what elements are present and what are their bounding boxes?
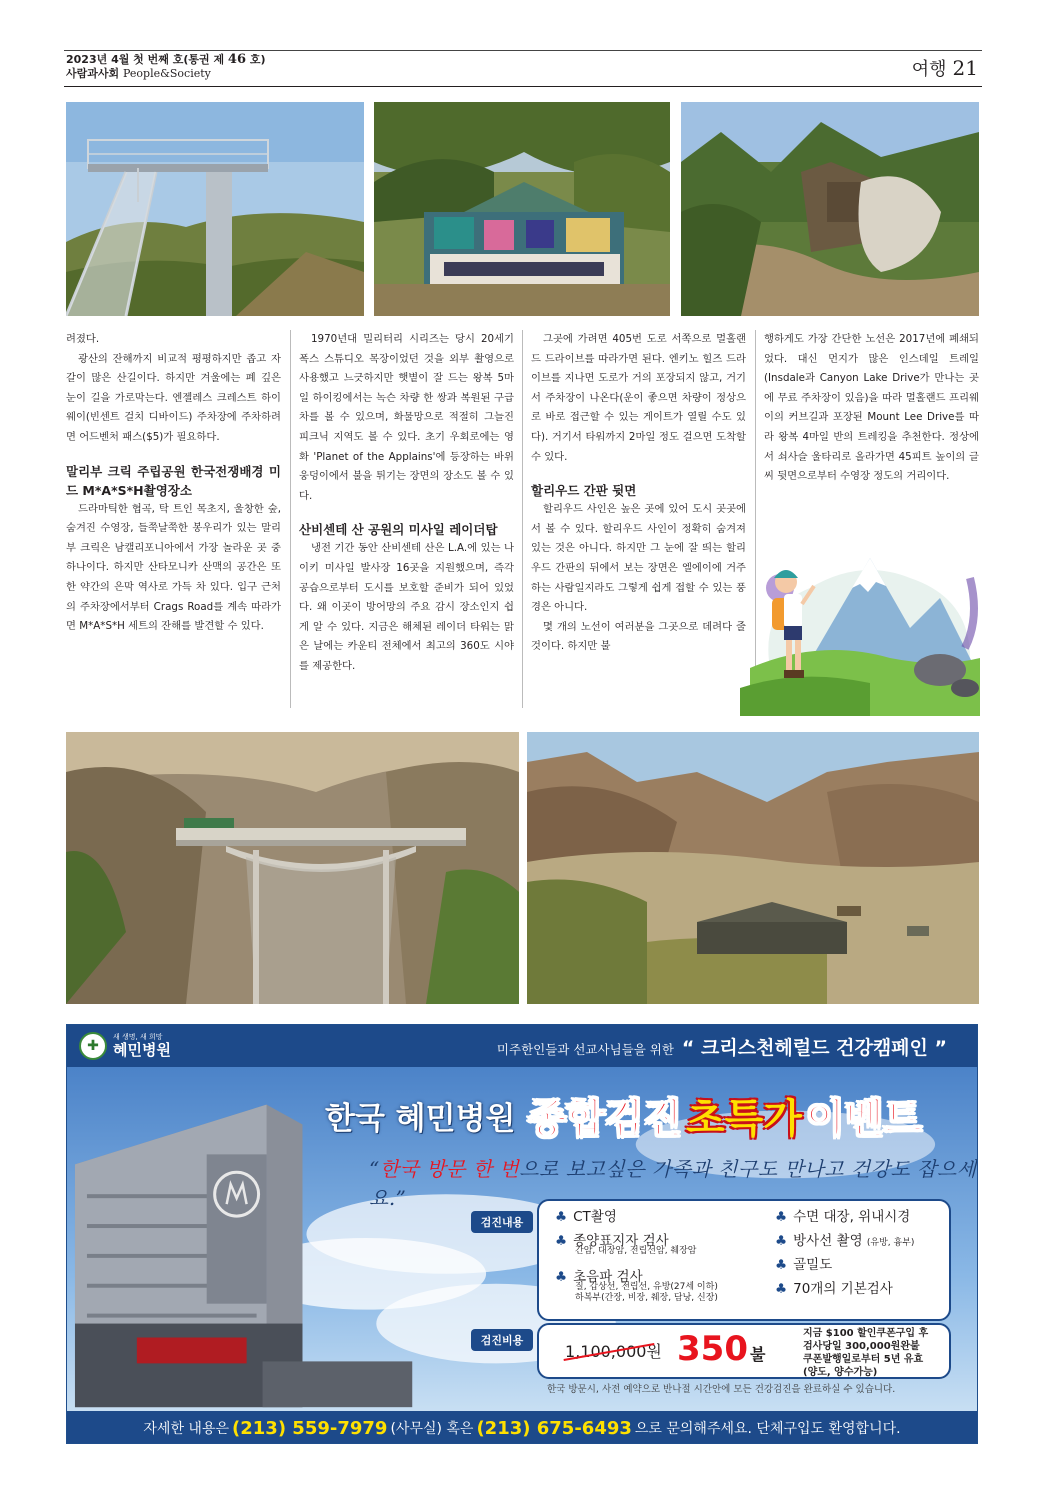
- coupon-line-4: (양도, 양수가능): [803, 1367, 878, 1378]
- col2-paragraph-2: 냉전 기간 동안 산비센테 산은 L.A.에 있는 나이키 미사일 발사장 16곳을 지원했으며, 즉각 공습으로부터 도시를 보호할 준비가 되어 있었다. 왜 이곳이 방어망의 주요 감시 장소인지 쉽게 알 수 있다. 지금은 해체된 레이더 타워는 맑은 날에는 카운티 전체에서 최고의 360도 시야를 제공한다.: [299, 542, 514, 672]
- issue-number: 46: [227, 52, 247, 67]
- coupon-info: [803, 1327, 943, 1379]
- coupon-line-2: 검사당일 300,000원완불: [803, 1341, 920, 1352]
- col1-heading-malibu: 말리부 크릭 주립공원 한국전쟁배경 미드 M*A*S*H촬영장소: [66, 463, 281, 498]
- photo-graffiti-ruin: [374, 102, 670, 316]
- photo-mine-ruins: [681, 102, 979, 316]
- photo-arch-bridge: [66, 732, 519, 1004]
- col2-heading-missile: 산비센테 산 공원의 미사일 레이더탑: [299, 522, 498, 538]
- hiker-illustration: [740, 518, 980, 716]
- article-column-3: [531, 330, 746, 657]
- club-bullet-icon: ♣: [775, 1257, 788, 1273]
- headline-hospital: 한국 혜민병원: [325, 1101, 516, 1137]
- phone-mobile: (213) 675-6493: [476, 1417, 632, 1439]
- item-label: CT촬영: [573, 1209, 617, 1225]
- col1-paragraph-1: 광산의 잔해까지 비교적 평평하지만 좁고 자갈이 많은 산길이다. 하지만 겨울에는 폐 깊은 눈이 길을 가로막는다. 엔젤레스 크레스트 하이웨이(빈센트 걸치 디바이드) 주차장에 주차하려면 어드벤처 패스($5)가 필요하다.: [66, 352, 281, 443]
- club-bullet-icon: ♣: [555, 1233, 568, 1249]
- article-column-4: [764, 330, 979, 487]
- hospital-logo: [79, 1032, 171, 1060]
- col3-paragraph-1: 그곳에 가려면 405번 도로 서쪽으로 멀홀랜드 드라이브를 따라가면 된다. 엔키노 힐즈 드라이브를 지나면 도로가 거의 포장되지 않고, 거기서 주차장이 나온다(운이 좋으면 차량이 정상으로 바로 접근할 수 있는 게이트가 열릴 수도 있다). 거기서 타워까지 2마일 정도 걸으면 도착할 수 있다.: [531, 333, 746, 463]
- ad-footnote: 한국 방문시, 사전 예약으로 반나절 시간안에 모든 건강검진을 완료하실 수 있습니다.: [547, 1384, 896, 1395]
- contact-bar: [67, 1411, 977, 1444]
- label-checkup-items: 검진내용: [471, 1211, 533, 1233]
- hospital-advertisement: [66, 1024, 978, 1444]
- label-checkup-price: 검진비용: [471, 1329, 533, 1351]
- col1-paragraph-0: 려졌다.: [66, 333, 100, 345]
- issue-end: 호): [249, 53, 266, 66]
- campaign-title: “ 크리스천헤럴드 건강캠페인 ”: [681, 1037, 947, 1059]
- col3-paragraph-3: 몇 개의 노선이 여러분을 그곳으로 데려다 줄 것이다. 하지만 불: [531, 620, 746, 653]
- section-name: 여행: [911, 59, 947, 80]
- item-label: 종양표지자 검사: [573, 1233, 669, 1249]
- club-bullet-icon: ♣: [555, 1269, 568, 1285]
- checkup-item-endoscopy: [775, 1205, 910, 1225]
- headline-checkup: 종합검진: [527, 1096, 683, 1142]
- col1-paragraph-2: 드라마틱한 협곡, 탁 트인 목초지, 울창한 숲, 숨겨진 수영장, 들쭉날쭉한 봉우리가 있는 말리부 크릭은 남캘리포니아에서 가장 놀라운 곳 중 하나이다. 하지만 산타모니카 산맥의 공간은 또한 약간의 은막 역사로 가득 차 있다. 입구 근처의 주차장에서부터 Crags Road를 계속 따라가면 M*A*S*H 세트의 잔해를 발견할 수 있다.: [66, 502, 281, 633]
- page-number: 21: [952, 56, 978, 80]
- club-bullet-icon: ♣: [775, 1233, 788, 1249]
- item-label: 초음파 검사: [573, 1269, 643, 1285]
- campaign-banner: [497, 1033, 947, 1060]
- coupon-line-3: 쿠폰발행일로부터 5년 유효: [803, 1354, 924, 1365]
- campaign-prefix: 미주한인들과 선교사님들을 위한: [496, 1042, 674, 1057]
- header-issue-block: [66, 53, 266, 81]
- header-page-block: [912, 55, 978, 81]
- new-price-unit: 불: [749, 1345, 766, 1364]
- item-label: 골밀도: [793, 1257, 833, 1273]
- article-column-1: [66, 330, 281, 637]
- photo-lookout-tower: [66, 102, 364, 316]
- old-price: 1,100,000원: [565, 1342, 662, 1361]
- checkup-item-bone-density: [775, 1253, 832, 1273]
- checkup-item-radiology: [775, 1229, 914, 1249]
- tumor-marker-note: 간암, 대장암, 전립선암, 췌장암: [575, 1246, 697, 1256]
- logo-tagline: 새 생명, 새 희망: [113, 1033, 163, 1041]
- col4-paragraph-0: 행하게도 가장 간단한 노선은 2017년에 폐쇄되었다. 대신 먼지가 많은 인스데일 트레일(Insdale과 Canyon Lake Drive가 만나는 곳에 무료 주차장이 있음)을 따라 멀홀랜드 프리웨이의 커브길과 포장된 Mount Lee Drive를 따라 왕복 4마일 반의 트레킹을 추천한다. 정상에서 쇠사슬 울타리로 올라가면 45피트 높이의 글씨 뒷면으로부터 수영장 정도의 거리이다.: [764, 333, 979, 483]
- col3-heading-hollywood: 할리우드 간판 뒷면: [531, 483, 637, 499]
- club-bullet-icon: ♣: [775, 1281, 788, 1297]
- col2-paragraph-1: 1970년대 밀리터리 시리즈는 당시 20세기 폭스 스튜디오 목장이었던 것을 외부 촬영으로 사용했고 느긋하지만 햇볕이 잘 드는 왕복 5마일 하이킹에서는 녹슨 차량 한 쌍과 복원된 구급차를 볼 수 있으며, 화물망으로 적절히 그늘진 피크닉 지역도 볼 수 있다. 초기 우회로에는 영화 'Planet of the Applains'에 등장하는 바위 웅덩이에서 불을 튀기는 장면의 장소도 볼 수 있다.: [299, 333, 514, 502]
- col3-paragraph-2: 할리우드 사인은 높은 곳에 있어 도시 곳곳에서 볼 수 있다. 할리우드 사인이 정확히 숨겨져 있는 것은 아니다. 하지만 그 눈에 잘 띄는 할리우드 간판의 뒤에서 보는 장면은 엘에이에 거주하는 사람일지라도 그렇게 쉽게 접할 수 있는 풍경은 아니다.: [531, 503, 746, 614]
- column-divider: [290, 330, 291, 708]
- coupon-line-1: 지금 $100 할인쿠폰구입 후: [803, 1328, 929, 1339]
- slogan-open-quote: “: [369, 1157, 380, 1181]
- article-column-2: [299, 330, 514, 677]
- publication-name-en: People&Society: [122, 67, 211, 80]
- column-divider: [522, 330, 523, 708]
- issue-text: 2023년 4월 첫 번째 호(통권 제: [66, 53, 225, 66]
- publication-name: 사람과사회: [66, 67, 120, 80]
- checkup-item-basic-tests: [775, 1277, 893, 1297]
- slogan-rest: 으로 보고싶은 가족과 친구도 만나고 건강도 잡으세요.”: [369, 1157, 977, 1210]
- item-label: 70개의 기본검사: [793, 1281, 893, 1297]
- checkup-item-ct: [555, 1205, 617, 1225]
- phone-office: (213) 559-7979: [232, 1417, 388, 1439]
- ad-headline: [325, 1087, 922, 1144]
- logo-name: 혜민병원: [113, 1041, 171, 1059]
- contact-middle: (사무실) 혹은: [390, 1421, 474, 1437]
- item-label: 방사선 촬영: [793, 1233, 863, 1249]
- header-bottom-rule: [64, 86, 982, 87]
- photo-mash-set: [527, 732, 979, 1004]
- ultrasound-note-1: 질, 갑상선, 전립선, 유방(27세 이하): [575, 1282, 718, 1292]
- club-bullet-icon: ♣: [555, 1209, 568, 1225]
- item-label: 수면 대장, 위내시경: [793, 1209, 911, 1225]
- headline-event: 이벤트: [805, 1096, 922, 1142]
- headline-special-price: 초특가: [686, 1096, 802, 1142]
- slogan-highlight: 한국 방문 한 번: [379, 1157, 520, 1181]
- ultrasound-note-2: 하복부(간장, 비장, 췌장, 담낭, 신장): [575, 1293, 718, 1303]
- club-bullet-icon: ♣: [775, 1209, 788, 1225]
- header-top-rule: [64, 50, 982, 51]
- new-price: [677, 1329, 765, 1369]
- hospital-seal-icon: ✚: [79, 1032, 107, 1060]
- contact-prefix: 자세한 내용은: [143, 1421, 230, 1437]
- contact-suffix: 으로 문의해주세요. 단체구입도 환영합니다.: [634, 1421, 901, 1437]
- new-price-value: 350: [677, 1329, 748, 1369]
- radiology-sub: (유방, 흉부): [866, 1238, 915, 1248]
